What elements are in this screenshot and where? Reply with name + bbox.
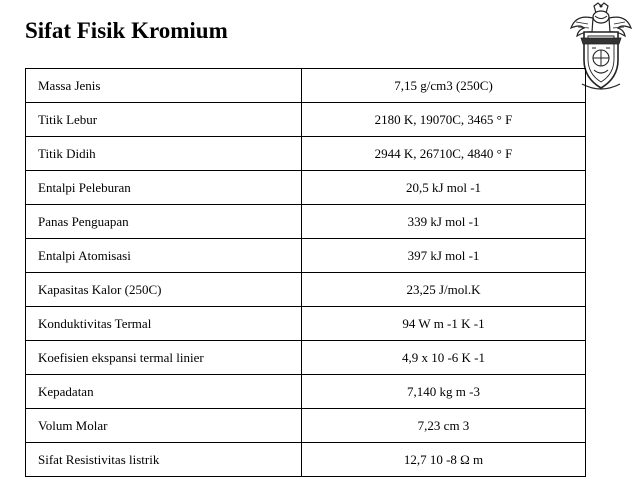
table-row bbox=[26, 273, 586, 307]
property-name-cell: Entalpi Atomisasi bbox=[26, 239, 302, 273]
property-name-cell: Volum Molar bbox=[26, 409, 302, 443]
property-value-cell: 94 W m -1 K -1 bbox=[302, 307, 586, 341]
table-row bbox=[26, 171, 586, 205]
property-name-cell: Sifat Resistivitas listrik bbox=[26, 443, 302, 477]
properties-table-body bbox=[26, 69, 586, 477]
property-name-cell: Kapasitas Kalor (250C) bbox=[26, 273, 302, 307]
property-value-cell: 2180 K, 19070C, 3465 ° F bbox=[302, 103, 586, 137]
property-value-cell: 23,25 J/mol.K bbox=[302, 273, 586, 307]
table-row bbox=[26, 341, 586, 375]
table-row bbox=[26, 137, 586, 171]
property-name-cell: Panas Penguapan bbox=[26, 205, 302, 239]
property-name-cell: Entalpi Peleburan bbox=[26, 171, 302, 205]
property-value-cell: 7,23 cm 3 bbox=[302, 409, 586, 443]
property-name-cell: Titik Didih bbox=[26, 137, 302, 171]
property-value-cell: 2944 K, 26710C, 4840 ° F bbox=[302, 137, 586, 171]
property-name-cell: Kepadatan bbox=[26, 375, 302, 409]
property-name-cell: Massa Jenis bbox=[26, 69, 302, 103]
property-name-cell: Titik Lebur bbox=[26, 103, 302, 137]
table-row bbox=[26, 375, 586, 409]
property-value-cell: 397 kJ mol -1 bbox=[302, 239, 586, 273]
property-value-cell: 20,5 kJ mol -1 bbox=[302, 171, 586, 205]
table-row bbox=[26, 443, 586, 477]
table-row bbox=[26, 409, 586, 443]
table-row bbox=[26, 239, 586, 273]
table-row bbox=[26, 307, 586, 341]
property-value-cell: 4,9 x 10 -6 K -1 bbox=[302, 341, 586, 375]
table-row bbox=[26, 69, 586, 103]
property-name-cell: Konduktivitas Termal bbox=[26, 307, 302, 341]
slide-title: Sifat Fisik Kromium bbox=[25, 18, 228, 43]
table-row bbox=[26, 103, 586, 137]
table-row bbox=[26, 205, 586, 239]
property-value-cell: 7,140 kg m -3 bbox=[302, 375, 586, 409]
property-value-cell: 339 kJ mol -1 bbox=[302, 205, 586, 239]
property-value-cell: 7,15 g/cm3 (250C) bbox=[302, 69, 586, 103]
property-name-cell: Koefisien ekspansi termal linier bbox=[26, 341, 302, 375]
property-value-cell: 12,7 10 -8 Ω m bbox=[302, 443, 586, 477]
properties-table bbox=[25, 68, 586, 477]
